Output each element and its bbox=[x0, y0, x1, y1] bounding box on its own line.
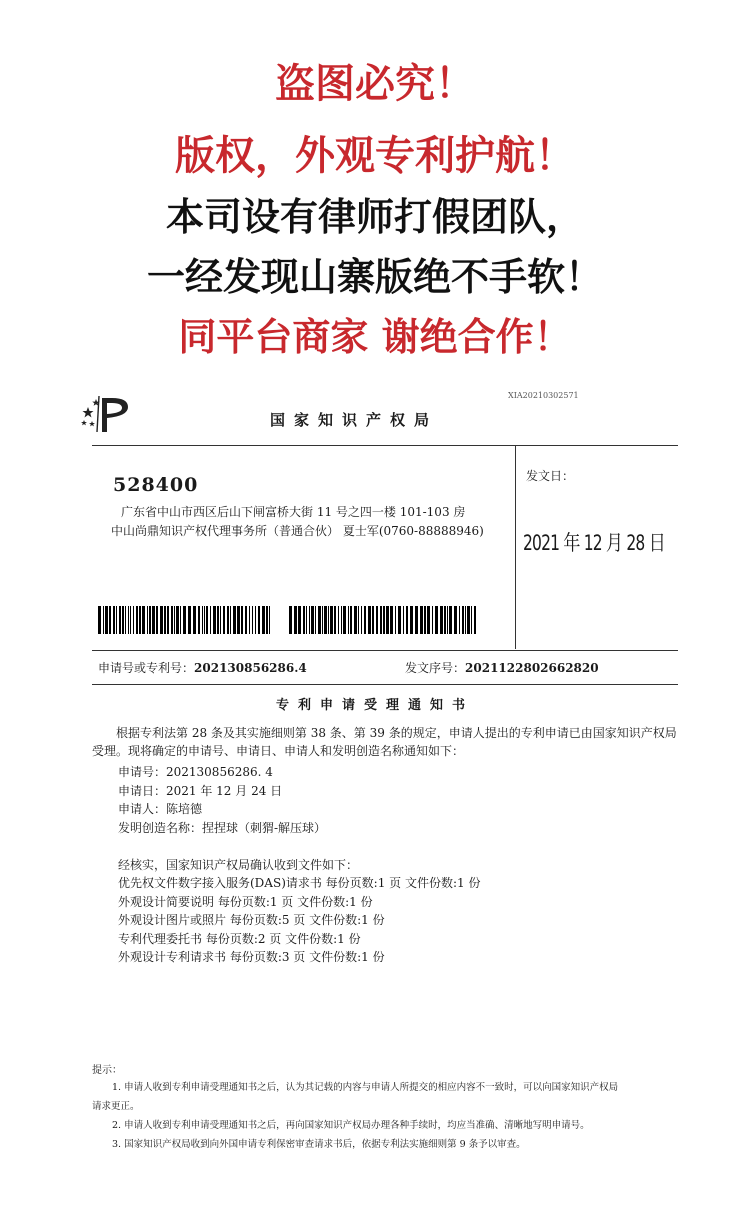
barcode-bar bbox=[188, 606, 191, 634]
cnipa-logo-icon bbox=[78, 394, 134, 434]
application-number-label: 申请号或专利号： bbox=[98, 661, 195, 675]
barcode-bar bbox=[109, 606, 111, 634]
barcode-divider bbox=[92, 650, 678, 651]
office-name: 国家知识产权局 bbox=[270, 411, 439, 429]
barcode-bar bbox=[266, 606, 268, 634]
barcode-bar bbox=[128, 606, 129, 634]
barcode-bar bbox=[348, 606, 349, 634]
detail-applicant: 申请人：陈培德 bbox=[118, 802, 203, 816]
barcode-bar bbox=[198, 606, 200, 634]
column-divider bbox=[515, 446, 516, 649]
banner-line-3: 本司设有律师打假团队， bbox=[165, 195, 584, 239]
barcode-bar bbox=[322, 606, 323, 634]
serial-number-label: 发文序号： bbox=[405, 661, 466, 675]
barcode-bar bbox=[303, 606, 305, 634]
notice-paragraph: 根据专利法第 28 条及其实施细则第 38 条、第 39 条的规定，申请人提出的专利申请已由国家知识产权局受理。现将确定的申请号、申请日、申请人和发明创造名称通知如下： bbox=[92, 726, 677, 758]
barcode-bar bbox=[142, 606, 145, 634]
barcode-bar bbox=[116, 606, 117, 634]
barcode-bar bbox=[233, 606, 236, 634]
barcode-bar bbox=[471, 606, 472, 634]
detail-app-no: 申请号：202130856286. 4 bbox=[118, 765, 273, 779]
tip-item: 1. 申请人收到专利申请受理通知书之后，认为其记载的内容与申请人所提交的相应内容不一致时，可以向国家知识产权局 bbox=[112, 1082, 619, 1093]
barcode-bar bbox=[160, 606, 163, 634]
barcode-bar bbox=[230, 606, 231, 634]
barcode-bar bbox=[164, 606, 166, 634]
banner-line-2: 版权，外观专利护航！ bbox=[175, 133, 575, 179]
barcode-bar bbox=[435, 606, 438, 634]
application-number-row bbox=[98, 659, 307, 676]
barcode-bar bbox=[449, 606, 452, 634]
barcode-bar bbox=[380, 606, 382, 634]
barcode-bar bbox=[147, 606, 148, 634]
barcode-bar bbox=[249, 606, 250, 634]
barcode-bar bbox=[269, 606, 270, 634]
issue-date: 2021 年 12 月 28 日 bbox=[523, 531, 665, 555]
detail-invention-name: 发明创造名称：捏捏球（刺猬-解压球） bbox=[118, 821, 327, 835]
barcode-bar bbox=[444, 606, 446, 634]
issue-date-label: 发文日： bbox=[526, 469, 575, 483]
barcode-bar bbox=[125, 606, 126, 634]
barcode-bar bbox=[262, 606, 265, 634]
barcode-bar bbox=[406, 606, 408, 634]
file-item: 外观设计简要说明 每份页数:1 页 文件份数:1 份 bbox=[118, 895, 373, 909]
barcode-bar bbox=[328, 606, 329, 634]
barcode-bar bbox=[372, 606, 374, 634]
document-serial-code: XIA20210302571 bbox=[508, 391, 579, 400]
tip-item: 2. 申请人收到专利申请受理通知书之后，再向国家知识产权局办理各种手续时，均应当准确、清晰地写明申请号。 bbox=[112, 1120, 590, 1131]
barcode-bar bbox=[193, 606, 196, 634]
barcode-bar bbox=[245, 606, 247, 634]
file-item: 外观设计专利请求书 每份页数:3 页 文件份数:1 份 bbox=[118, 950, 385, 964]
barcode-bar bbox=[258, 606, 260, 634]
barcode-bar bbox=[210, 606, 211, 634]
barcode-bar bbox=[315, 606, 316, 634]
barcode-bar bbox=[350, 606, 352, 634]
barcode-bar bbox=[171, 606, 173, 634]
file-item: 专利代理委托书 每份页数:2 页 文件份数:1 份 bbox=[118, 932, 361, 946]
barcode-bar bbox=[98, 606, 101, 634]
barcode-bar bbox=[410, 606, 413, 634]
file-item: 优先权文件数字接入服务(DAS)请求书 每份页数:1 页 文件份数:1 份 bbox=[118, 876, 481, 890]
barcode-bar bbox=[459, 606, 460, 634]
barcode-bar bbox=[122, 606, 124, 634]
tips-heading: 提示： bbox=[92, 1065, 122, 1076]
barcode-bar bbox=[294, 606, 297, 634]
barcode-bar bbox=[213, 606, 216, 634]
barcode-bar bbox=[119, 606, 121, 634]
barcode-bar bbox=[152, 606, 155, 634]
barcode-bar bbox=[133, 606, 134, 634]
barcode-bar bbox=[298, 606, 301, 634]
barcode-bar bbox=[330, 606, 333, 634]
banner-line-1: 盗图必究！ bbox=[275, 61, 475, 107]
barcode-bar bbox=[454, 606, 457, 634]
barcode-bar bbox=[255, 606, 256, 634]
barcode-bar bbox=[227, 606, 229, 634]
barcode-bar bbox=[289, 606, 292, 634]
barcode-bar bbox=[447, 606, 448, 634]
barcode-bar bbox=[462, 606, 464, 634]
barcode-bar bbox=[309, 606, 310, 634]
recipient-address: 广东省中山市西区后山下闸富桥大街 11 号之四一楼 101-103 房 bbox=[121, 505, 466, 519]
banner-line-4: 一经发现山寨版绝不手软！ bbox=[146, 255, 603, 299]
banner-line-5: 同平台商家 谢绝合作！ bbox=[178, 315, 572, 359]
barcode-bar bbox=[105, 606, 108, 634]
agency-name: 中山尚鼎知识产权代理事务所（普通合伙） 夏士军(0760-88888946) bbox=[111, 524, 484, 538]
barcode-bar bbox=[334, 606, 336, 634]
barcode-bar bbox=[368, 606, 371, 634]
barcode-bar bbox=[204, 606, 205, 634]
barcode-bar bbox=[217, 606, 219, 634]
application-number: 202130856286.4 bbox=[194, 661, 307, 675]
detail-app-date: 申请日：2021 年 12 月 24 日 bbox=[118, 784, 283, 798]
barcode-bar bbox=[341, 606, 342, 634]
barcode-bar bbox=[383, 606, 385, 634]
barcode-bar bbox=[103, 606, 104, 634]
barcode-bar bbox=[174, 606, 175, 634]
barcode-bar bbox=[156, 606, 158, 634]
title-divider bbox=[92, 684, 678, 685]
barcode-bar bbox=[358, 606, 359, 634]
barcode-bar bbox=[395, 606, 396, 634]
barcode-bar bbox=[167, 606, 169, 634]
barcode-bar bbox=[202, 606, 203, 634]
barcode-bar bbox=[354, 606, 357, 634]
barcode-bar bbox=[237, 606, 240, 634]
notice-title: 专利申请受理通知书 bbox=[275, 698, 474, 713]
barcode-bar bbox=[376, 606, 378, 634]
file-item: 外观设计图片或照片 每份页数:5 页 文件份数:1 份 bbox=[118, 913, 385, 927]
barcode-bar bbox=[149, 606, 151, 634]
serial-number-row bbox=[405, 659, 599, 676]
barcode-bar bbox=[136, 606, 138, 634]
barcode-bar bbox=[432, 606, 433, 634]
barcode-bar bbox=[183, 606, 186, 634]
barcode-bar bbox=[241, 606, 243, 634]
barcode-bar bbox=[361, 606, 362, 634]
barcode-bar bbox=[465, 606, 466, 634]
barcode-bar bbox=[364, 606, 366, 634]
tip-item: 3. 国家知识产权局收到向外国申请专利保密审查请求书后，依据专利法实施细则第 9 条予以审查。 bbox=[112, 1139, 526, 1150]
barcode-bar bbox=[386, 606, 389, 634]
tip-item-continued: 请求更正。 bbox=[92, 1101, 140, 1112]
barcode-bar bbox=[474, 606, 476, 634]
barcode-bar bbox=[180, 606, 181, 634]
barcode-bar bbox=[398, 606, 401, 634]
barcode-bar bbox=[113, 606, 115, 634]
barcode-bar bbox=[139, 606, 141, 634]
barcode-bar bbox=[306, 606, 307, 634]
barcode-bar bbox=[318, 606, 321, 634]
barcode-bar bbox=[467, 606, 470, 634]
header-divider bbox=[92, 445, 678, 446]
barcode-bar bbox=[390, 606, 393, 634]
barcode-bar bbox=[440, 606, 443, 634]
barcode-bar bbox=[223, 606, 225, 634]
barcode-bar bbox=[427, 606, 430, 634]
received-intro: 经核实，国家知识产权局确认收到文件如下： bbox=[118, 858, 359, 872]
barcode-bar bbox=[252, 606, 253, 634]
barcode-right bbox=[289, 606, 479, 634]
barcode-bar bbox=[220, 606, 221, 634]
barcode-bar bbox=[420, 606, 423, 634]
barcode-bar bbox=[130, 606, 131, 634]
serial-number: 2021122802662820 bbox=[465, 661, 599, 675]
barcode-bar bbox=[415, 606, 418, 634]
barcode-bar bbox=[338, 606, 339, 634]
barcode-bar bbox=[311, 606, 314, 634]
barcode-bar bbox=[424, 606, 426, 634]
barcode-bar bbox=[176, 606, 179, 634]
barcode-left bbox=[98, 606, 274, 634]
postcode: 528400 bbox=[113, 474, 199, 496]
barcode-bar bbox=[403, 606, 404, 634]
barcode-bar bbox=[343, 606, 346, 634]
barcode-bar bbox=[206, 606, 208, 634]
barcode-bar bbox=[324, 606, 327, 634]
